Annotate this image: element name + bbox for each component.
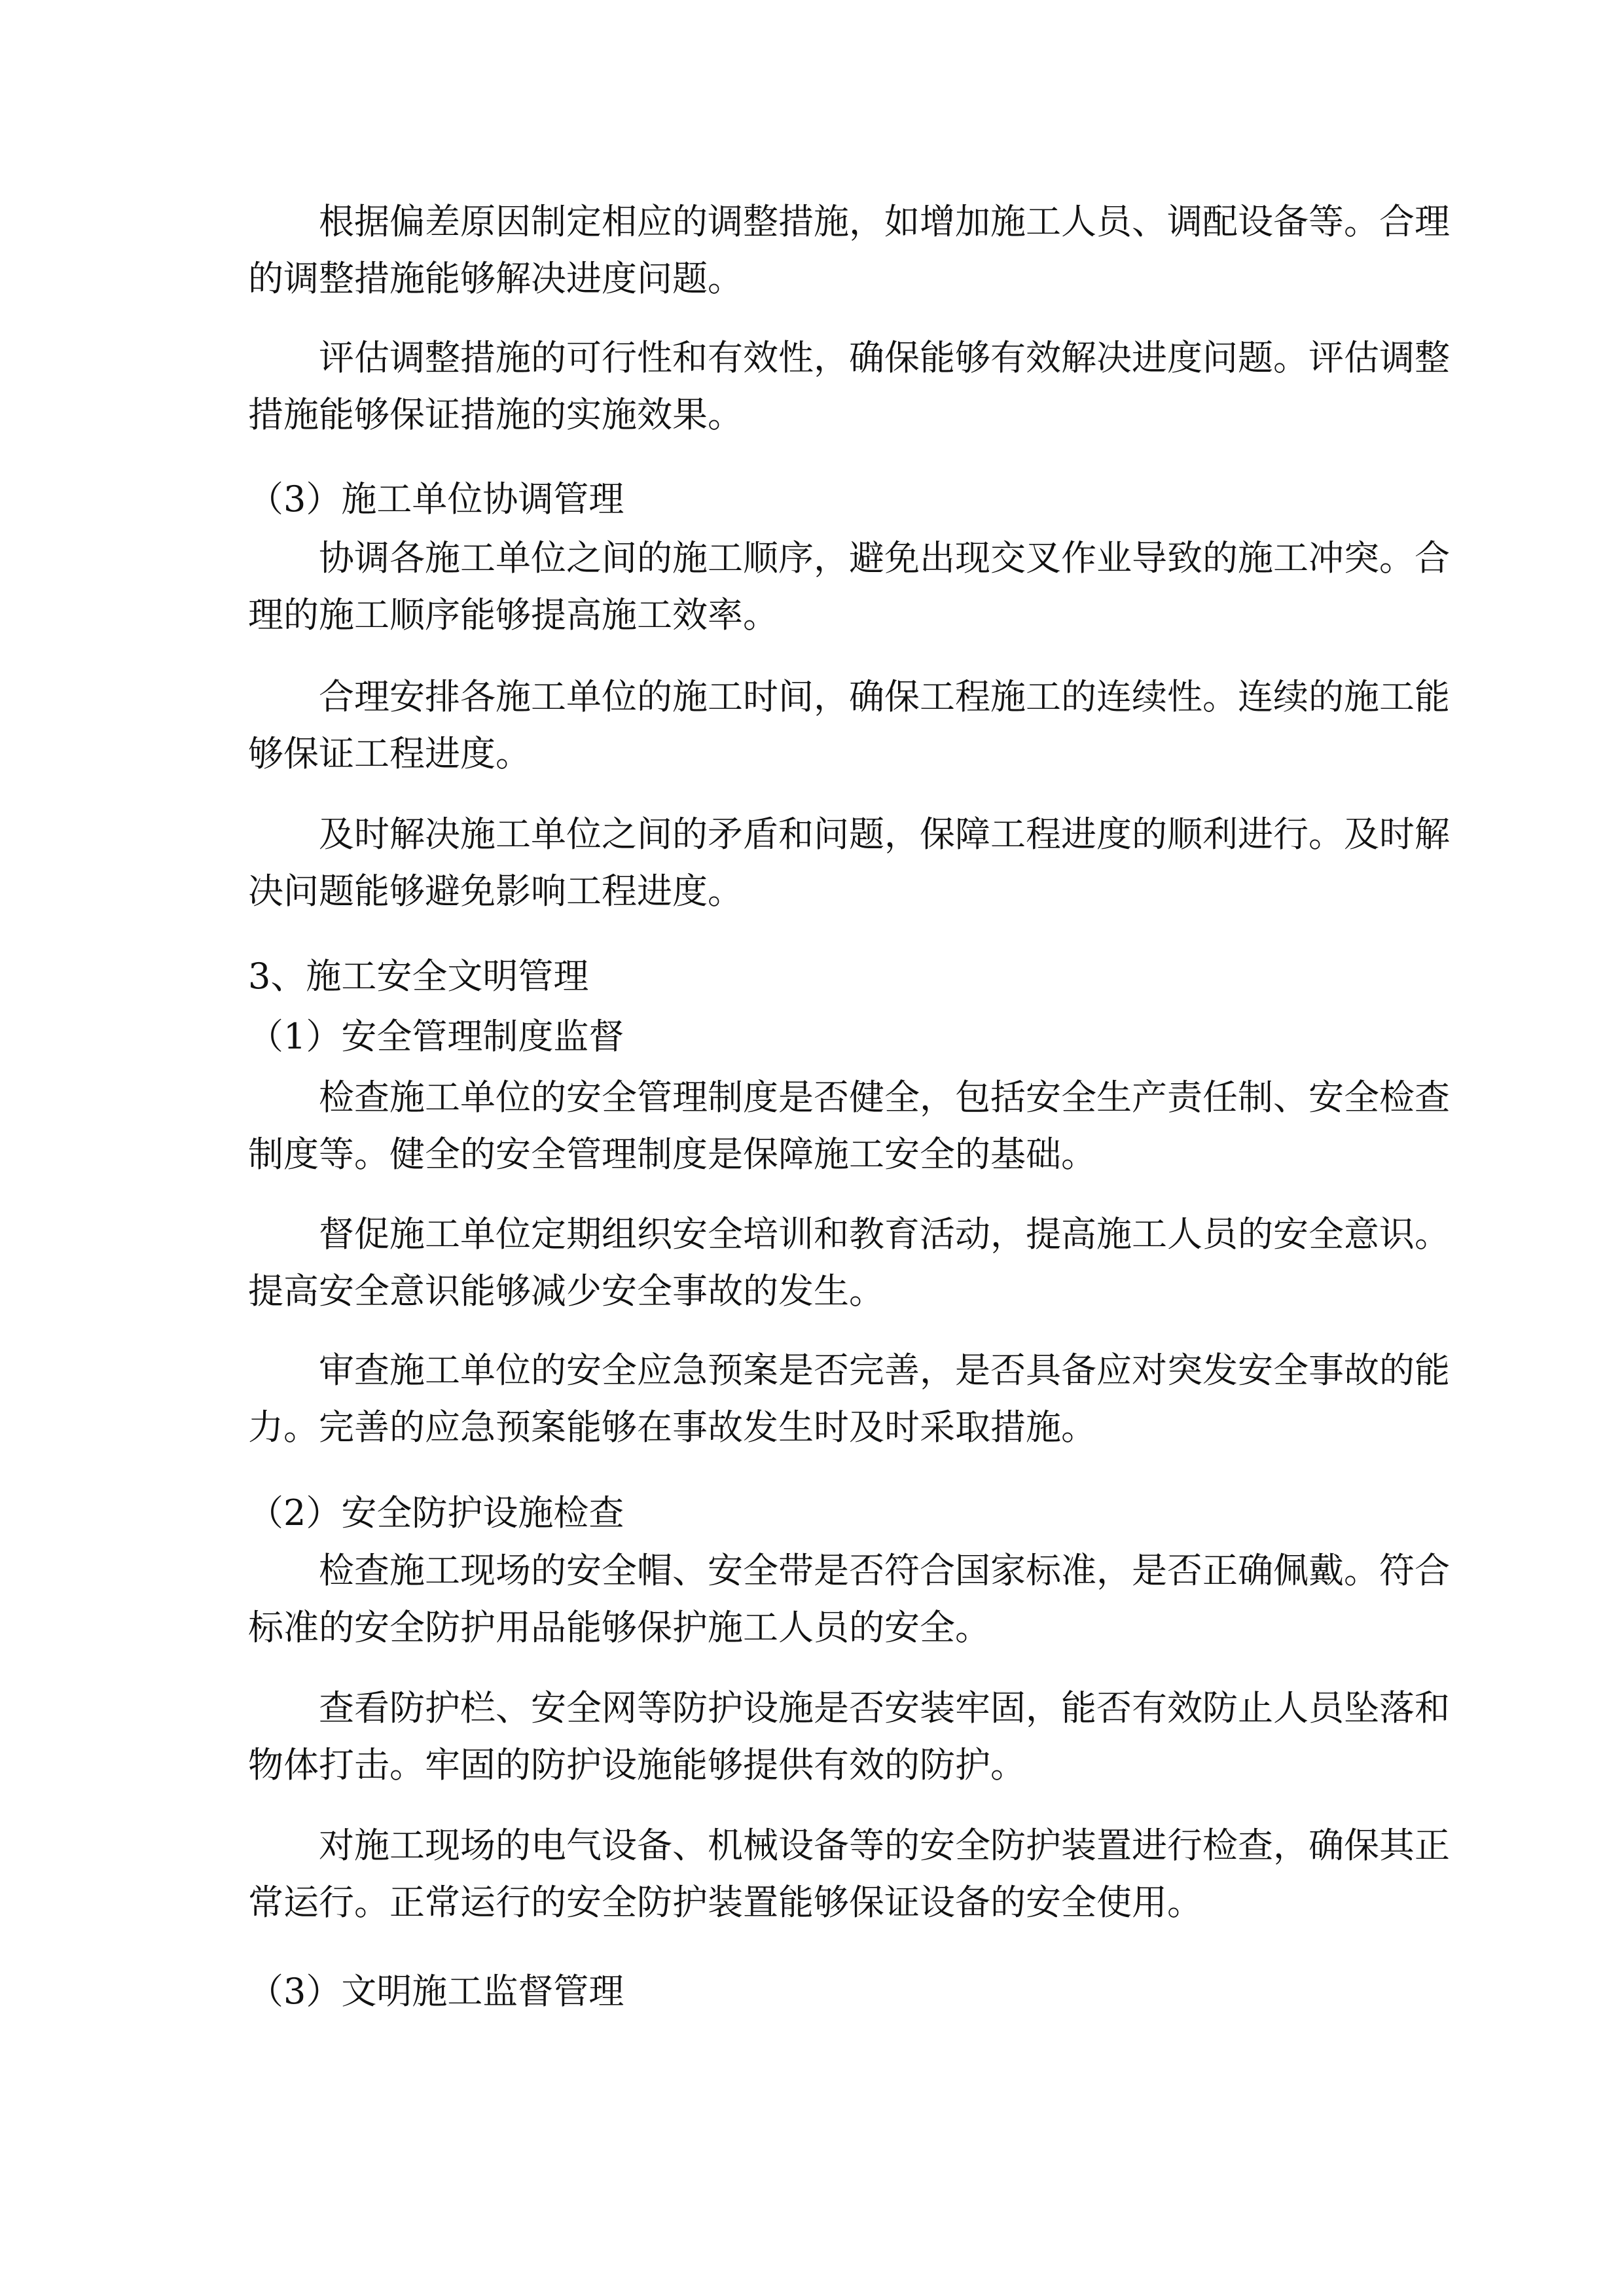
paragraph (248, 1206, 1450, 1319)
paragraph (248, 1342, 1450, 1456)
text-line: 够保证工程进度。 (248, 733, 531, 774)
paragraph (248, 529, 1450, 643)
text-line: 的调整措施能够解决进度问题。 (248, 258, 743, 299)
section-heading (248, 471, 1388, 528)
paragraph (248, 193, 1450, 307)
text-line: 提高安全意识能够减少安全事故的发生。 (248, 1270, 884, 1312)
paragraph (248, 1069, 1450, 1183)
text-line: 3、施工安全文明管理 (248, 956, 589, 997)
text-line: 协调各施工单位之间的施工顺序，避免出现交叉作业导致的施工冲突。合 (319, 537, 1450, 579)
section-heading (248, 948, 1388, 1005)
text-line: 力。完善的应急预案能够在事故发生时及时采取措施。 (248, 1407, 1096, 1448)
section-heading (248, 1484, 1388, 1541)
text-line: 检查施工单位的安全管理制度是否健全，包括安全生产责任制、安全检查 (319, 1077, 1450, 1118)
paragraph (248, 1542, 1450, 1656)
text-line: 措施能够保证措施的实施效果。 (248, 394, 743, 435)
paragraph (248, 1817, 1450, 1931)
section-heading (248, 1963, 1388, 2020)
section-heading (248, 1008, 1388, 1065)
text-line: 标准的安全防护用品能够保护施工人员的安全。 (248, 1607, 990, 1648)
text-line: 及时解决施工单位之间的矛盾和问题，保障工程进度的顺利进行。及时解 (319, 814, 1450, 855)
text-line: （1）安全管理制度监督 (248, 1016, 624, 1057)
text-line: 根据偏差原因制定相应的调整措施，如增加施工人员、调配设备等。合理 (319, 201, 1450, 242)
text-line: 评估调整措施的可行性和有效性，确保能够有效解决进度问题。评估调整 (319, 337, 1450, 378)
text-line: 制度等。健全的安全管理制度是保障施工安全的基础。 (248, 1134, 1096, 1175)
text-line: 物体打击。牢固的防护设施能够提供有效的防护。 (248, 1744, 1026, 1785)
paragraph (248, 329, 1450, 443)
text-line: 决问题能够避免影响工程进度。 (248, 870, 743, 912)
paragraph (248, 1679, 1450, 1793)
text-line: 查看防护栏、安全网等防护设施是否安装牢固，能否有效防止人员坠落和 (319, 1687, 1450, 1729)
text-line: 检查施工现场的安全帽、安全带是否符合国家标准，是否正确佩戴。符合 (319, 1550, 1450, 1591)
text-line: 常运行。正常运行的安全防护装置能够保证设备的安全使用。 (248, 1882, 1202, 1923)
text-line: （3）文明施工监督管理 (248, 1971, 624, 2012)
text-line: 合理安排各施工单位的施工时间，确保工程施工的连续性。连续的施工能 (319, 676, 1450, 717)
text-line: 审查施工单位的安全应急预案是否完善，是否具备应对突发安全事故的能 (319, 1350, 1450, 1391)
paragraph (248, 806, 1450, 920)
paragraph (248, 668, 1450, 782)
text-line: （2）安全防护设施检查 (248, 1492, 624, 1534)
text-line: 理的施工顺序能够提高施工效率。 (248, 594, 778, 636)
text-line: 对施工现场的电气设备、机械设备等的安全防护装置进行检查，确保其正 (319, 1825, 1450, 1866)
text-line: 督促施工单位定期组织安全培训和教育活动，提高施工人员的安全意识。 (319, 1213, 1450, 1255)
text-line: （3）施工单位协调管理 (248, 478, 624, 520)
